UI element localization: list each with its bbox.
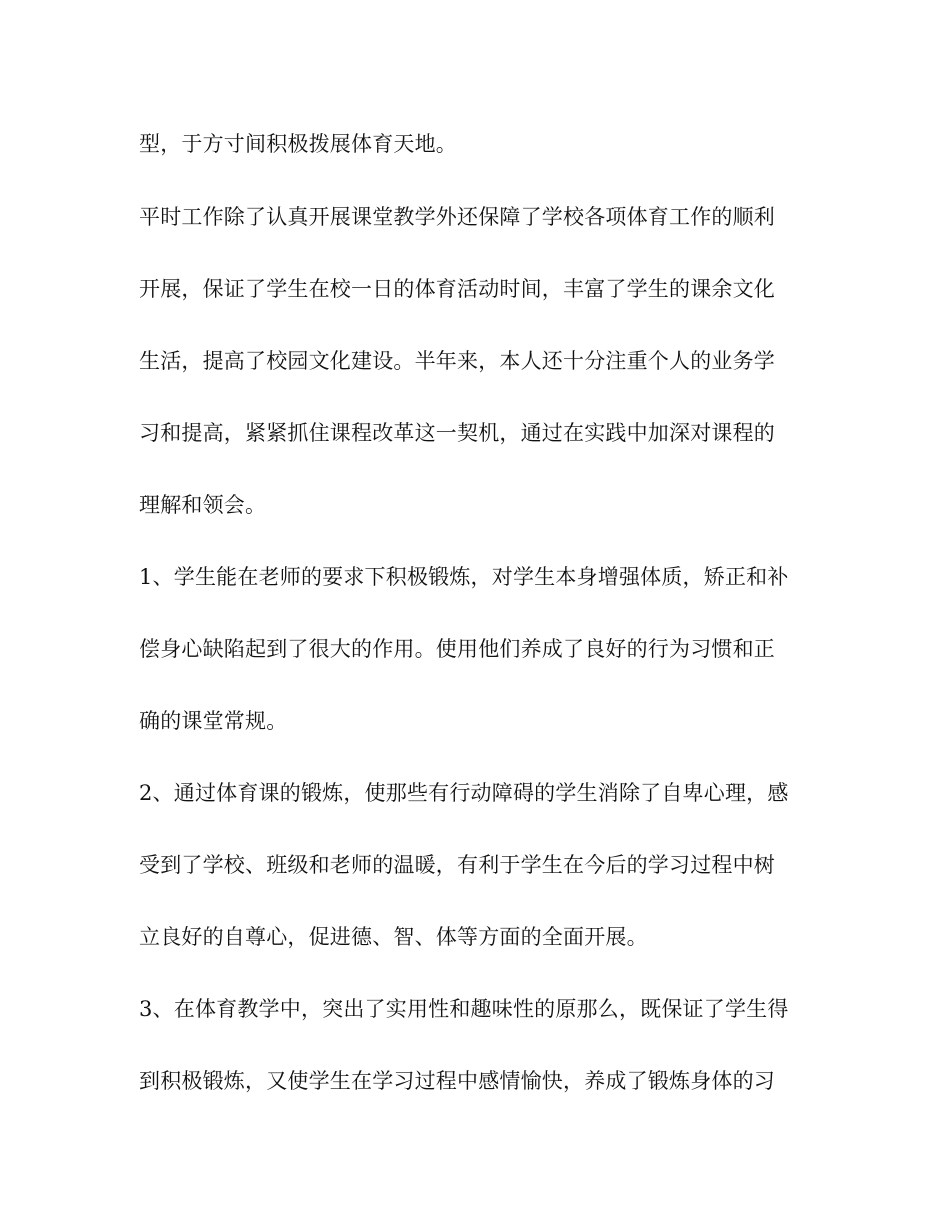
text-line: 受到了学校、班级和老师的温暖，有利于学生在今后的学习过程中树	[139, 853, 775, 877]
text-line: 平时工作除了认真开展课堂教学外还保障了学校各项体育工作的顺利	[139, 205, 775, 229]
text-line: 偿身心缺陷起到了很大的作用。使用他们养成了良好的行为习惯和正	[139, 637, 775, 661]
text-line: 生活，提高了校园文化建设。半年来，本人还十分注重个人的业务学	[139, 349, 775, 373]
text-line: 1、学生能在老师的要求下积极锻炼，对学生本身增强体质，矫正和补	[139, 565, 789, 589]
text-line: 习和提高，紧紧抓住课程改革这一契机，通过在实践中加深对课程的	[139, 421, 775, 445]
text-line: 立良好的自尊心，促进德、智、体等方面的全面开展。	[139, 925, 648, 949]
text-line: 3、在体育教学中，突出了实用性和趣味性的原那么，既保证了学生得	[139, 997, 789, 1021]
text-line: 确的课堂常规。	[139, 709, 288, 733]
text-line: 理解和领会。	[139, 493, 267, 517]
text-line: 2、通过体育课的锻炼，使那些有行动障碍的学生消除了自卑心理，感	[139, 781, 789, 805]
text-line: 型，于方寸间积极拨展体育天地。	[139, 132, 457, 156]
text-line: 开展，保证了学生在校一日的体育活动时间，丰富了学生的课余文化	[139, 277, 775, 301]
text-line: 到积极锻炼，又使学生在学习过程中感情愉快，养成了锻炼身体的习	[139, 1069, 775, 1093]
